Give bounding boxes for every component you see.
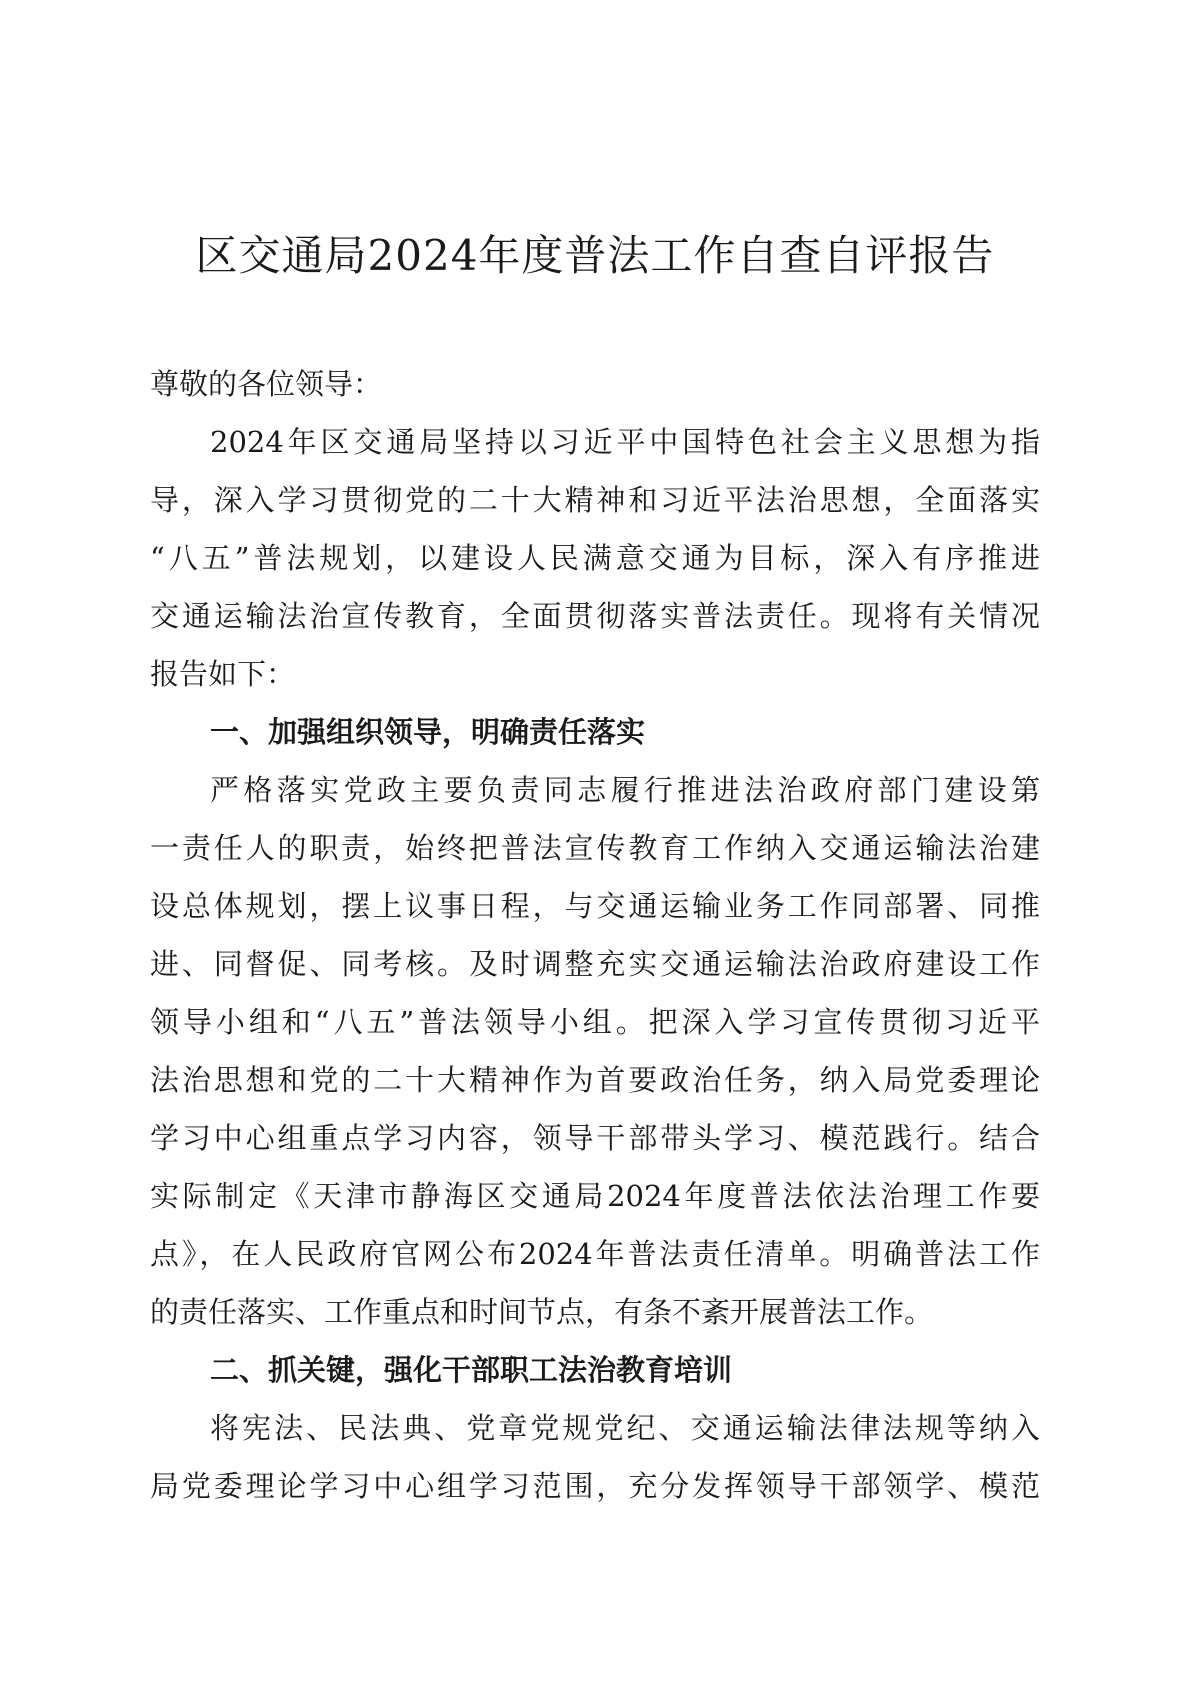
section-heading: 一、加强组织领导，明确责任落实 — [210, 715, 646, 749]
section1-line: 进、同督促、同考核。及时调整充实交通运输法治政府建设工作 — [150, 947, 1040, 981]
section1-line: 法治思想和党的二十大精神作为首要政治任务，纳入局党委理论 — [150, 1063, 1040, 1097]
intro-line: “八五”普法规划，以建设人民满意交通为目标，深入有序推进 — [150, 541, 1040, 575]
salutation: 尊敬的各位领导： — [150, 367, 383, 401]
section1-line: 一责任人的职责，始终把普法宣传教育工作纳入交通运输法治建 — [150, 831, 1040, 865]
section-heading: 二、抓关键，强化干部职工法治教育培训 — [210, 1353, 733, 1387]
section1-line: 的责任落实、工作重点和时间节点，有条不紊开展普法工作。 — [150, 1295, 934, 1329]
intro-line: 报告如下： — [150, 657, 296, 691]
section1-line: 实际制定《天津市静海区交通局2024年度普法依法治理工作要 — [150, 1179, 1040, 1213]
intro-line: 导，深入学习贯彻党的二十大精神和习近平法治思想，全面落实 — [150, 483, 1040, 517]
section1-line: 学习中心组重点学习内容，领导干部带头学习、模范践行。结合 — [150, 1121, 1040, 1155]
section1-line: 严格落实党政主要负责同志履行推进法治政府部门建设第 — [210, 773, 1040, 807]
document-body — [150, 355, 1040, 1515]
intro-line: 交通运输法治宣传教育，全面贯彻落实普法责任。现将有关情况 — [150, 599, 1040, 633]
intro-line: 2024年区交通局坚持以习近平中国特色社会主义思想为指 — [210, 425, 1040, 459]
section2-line: 将宪法、民法典、党章党规党纪、交通运输法律法规等纳入 — [210, 1411, 1040, 1445]
section1-line: 领导小组和“八五”普法领导小组。把深入学习宣传贯彻习近平 — [150, 1005, 1040, 1039]
document-title: 区交通局2024年度普法工作自查自评报告 — [195, 231, 995, 280]
section1-line: 点》，在人民政府官网公布2024年普法责任清单。明确普法工作 — [150, 1237, 1040, 1271]
section2-line: 局党委理论学习中心组学习范围，充分发挥领导干部领学、模范 — [150, 1469, 1040, 1503]
section1-line: 设总体规划，摆上议事日程，与交通运输业务工作同部署、同推 — [150, 889, 1040, 923]
